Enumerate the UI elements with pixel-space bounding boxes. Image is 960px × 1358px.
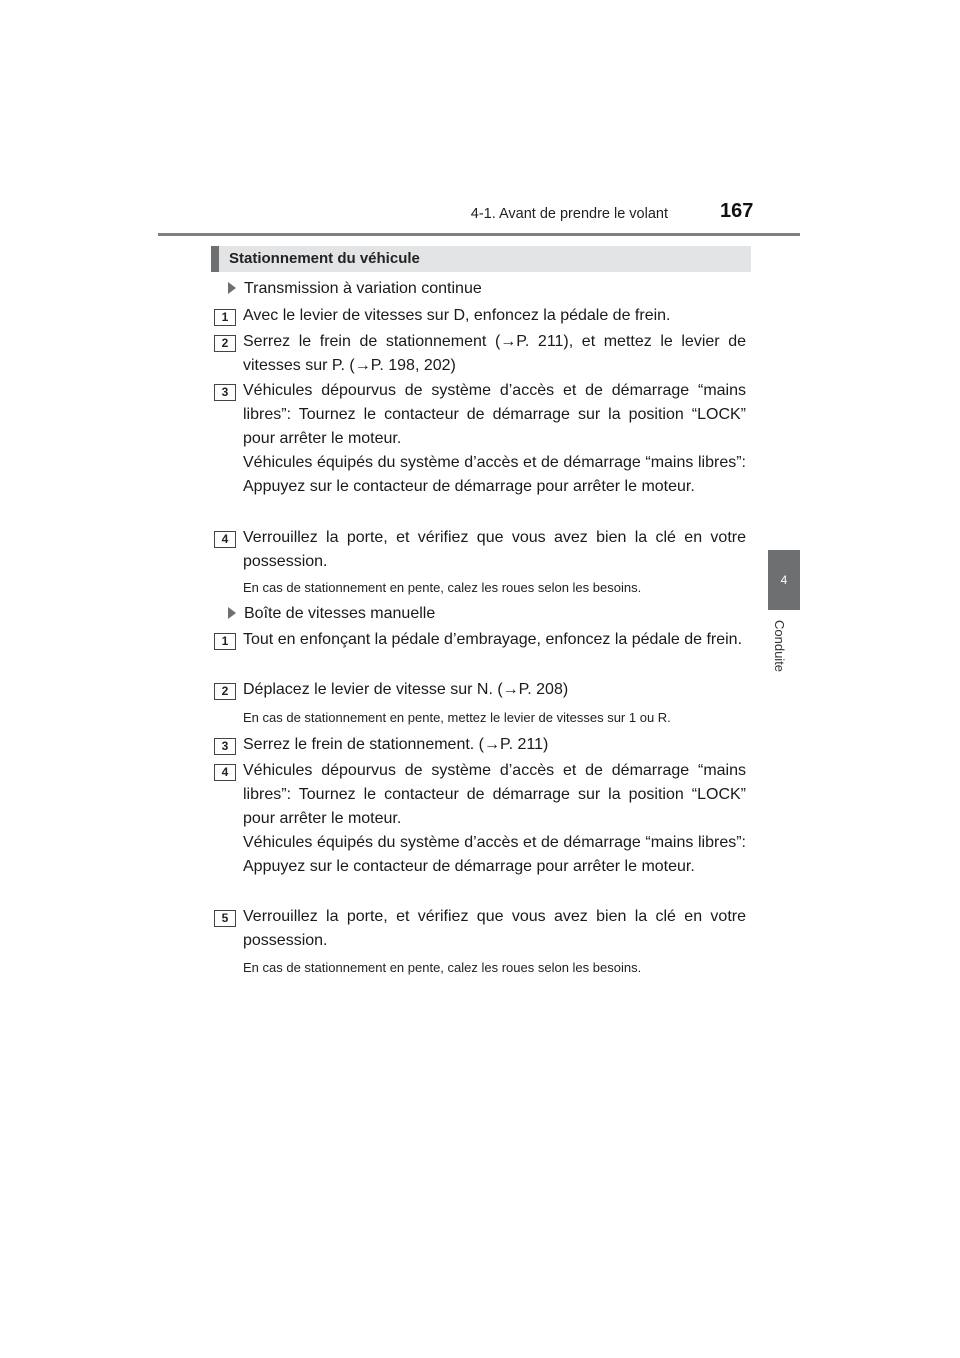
step-number: 2	[214, 335, 236, 352]
step-text: Véhicules dépourvus de système d’accès et de démarrage “mains libres”: Tournez le contacteur de démarrage sur la position “LOCK” pour arrêter le moteur.	[243, 382, 746, 447]
chapter-label	[772, 620, 796, 680]
note-text: En cas de stationnement en pente, calez les roues selon les besoins.	[243, 580, 642, 595]
section-title: Stationnement du véhicule	[211, 246, 751, 272]
step-number: 4	[214, 764, 236, 781]
subsection-heading-manual	[228, 602, 435, 626]
step-text: Serrez le frein de stationnement. (→P. 211)	[243, 736, 549, 753]
step-text: Avec le levier de vitesses sur D, enfoncez la pédale de frein.	[243, 307, 671, 324]
step-text: Verrouillez la porte, et vérifiez que vous avez bien la clé en votre possession.	[243, 529, 746, 570]
step-number: 2	[214, 683, 236, 700]
step-number: 1	[214, 309, 236, 326]
step-number: 3	[214, 384, 236, 401]
subsection-heading-cvt	[228, 277, 482, 301]
chapter-tab: 4	[768, 550, 800, 610]
step-text-continued: Véhicules équipés du système d’accès et de démarrage “mains libres”: Appuyez sur le contacteur de démarrage pour arrêter le moteur.	[243, 834, 746, 875]
step-text: Tout en enfonçant la pédale d’embrayage, enfoncez la pédale de frein.	[243, 631, 743, 648]
step-text: Verrouillez la porte, et vérifiez que vous avez bien la clé en votre possession.	[243, 908, 746, 949]
step-text: Serrez le frein de stationnement (→P. 211), et mettez le levier de vitesses sur P. (→P. 198, 202)	[243, 333, 746, 374]
step-text-continued: Véhicules équipés du système d’accès et de démarrage “mains libres”: Appuyez sur le contacteur de démarrage pour arrêter le moteur.	[243, 454, 746, 495]
triangle-bullet-icon	[228, 607, 236, 619]
triangle-bullet-icon	[228, 282, 236, 294]
step-text: Véhicules dépourvus de système d’accès et de démarrage “mains libres”: Tournez le contacteur de démarrage sur la position “LOCK” pour arrêter le moteur.	[243, 762, 746, 827]
note-text: En cas de stationnement en pente, mettez le levier de vitesses sur 1 ou R.	[243, 710, 671, 725]
step-text: Déplacez le levier de vitesse sur N. (→P. 208)	[243, 681, 569, 698]
note-text: En cas de stationnement en pente, calez les roues selon les besoins.	[243, 960, 642, 975]
page-number: 167	[720, 200, 754, 222]
step-number: 5	[214, 910, 236, 927]
step-number: 3	[214, 738, 236, 755]
step-number: 4	[214, 531, 236, 548]
subsection-heading-text: Transmission à variation continue	[244, 280, 482, 297]
step-number: 1	[214, 633, 236, 650]
header-rule	[158, 233, 800, 236]
subsection-heading-text: Boîte de vitesses manuelle	[244, 605, 436, 622]
header-chapter: 4-1. Avant de prendre le volant	[470, 206, 668, 222]
chapter-label-text: Conduite	[772, 620, 787, 673]
